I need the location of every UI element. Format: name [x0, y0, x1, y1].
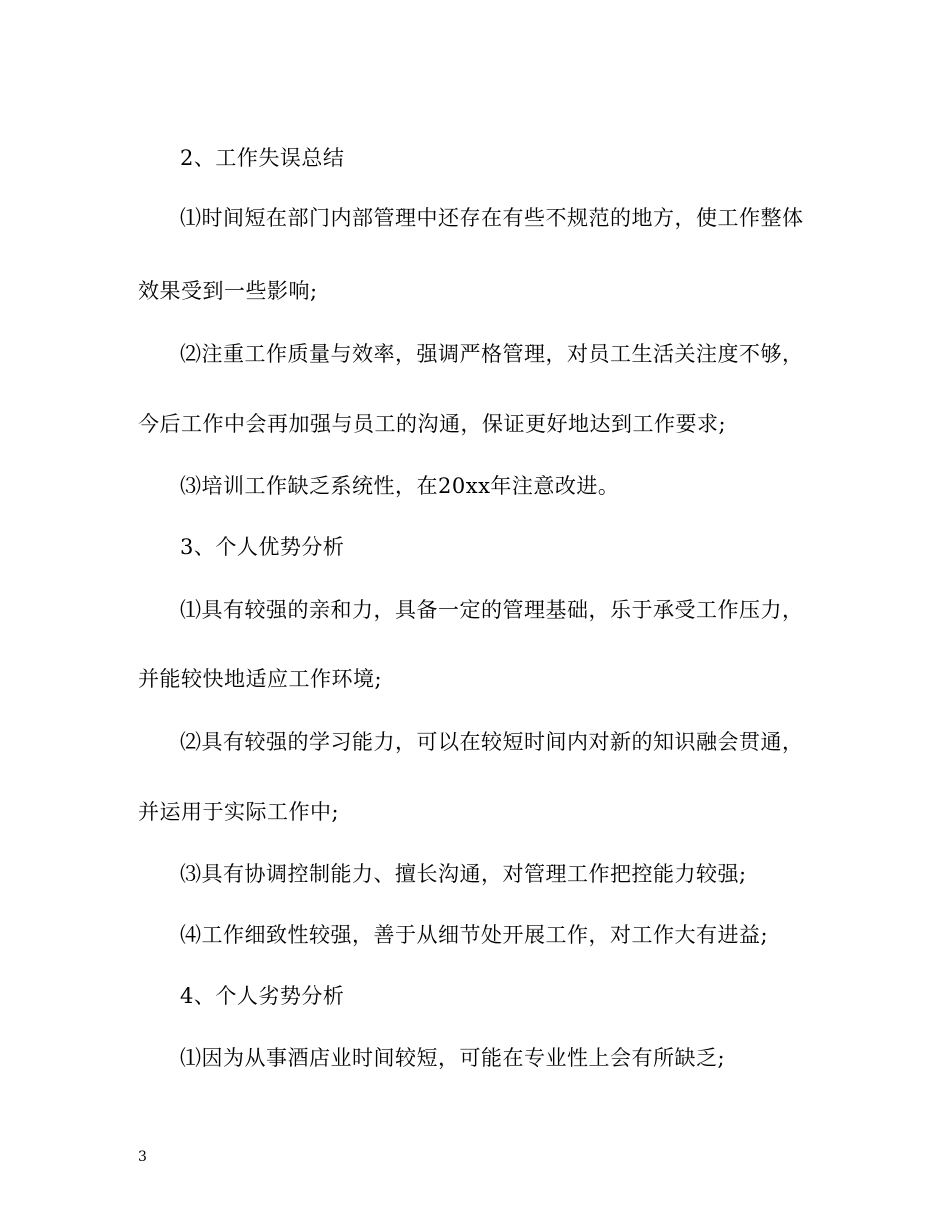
- paragraph-line: ⑶培训工作缺乏系统性，在20xx年注意改进。: [180, 474, 620, 498]
- paragraph-line: ⑷工作细致性较强，善于从细节处开展工作，对工作大有进益;: [180, 923, 769, 947]
- paragraph-line: 今后工作中会再加强与员工的沟通，保证更好地达到工作要求;: [138, 412, 727, 436]
- paragraph-line: ⑴时间短在部门内部管理中还存在有些不规范的地方，使工作整体: [180, 206, 804, 230]
- paragraph-line: ⑵具有较强的学习能力，可以在较短时间内对新的知识融会贯通，: [180, 730, 804, 754]
- section-heading-work-mistakes: 2、工作失误总结: [180, 146, 345, 170]
- paragraph-line: 并运用于实际工作中;: [138, 800, 340, 824]
- paragraph-line: ⑴具有较强的亲和力，具备一定的管理基础，乐于承受工作压力，: [180, 598, 804, 622]
- section-heading-personal-strengths: 3、个人优势分析: [180, 535, 345, 559]
- paragraph-line: 并能较快地适应工作环境;: [138, 667, 383, 691]
- paragraph-line: ⑴因为从事酒店业时间较短，可能在专业性上会有所缺乏;: [180, 1046, 726, 1070]
- section-heading-personal-weaknesses: 4、个人劣势分析: [180, 984, 345, 1008]
- page-number: 3: [138, 1149, 147, 1165]
- paragraph-line: 效果受到一些影响;: [138, 279, 318, 303]
- paragraph-line: ⑵注重工作质量与效率，强调严格管理，对员工生活关注度不够，: [180, 342, 804, 366]
- paragraph-line: ⑶具有协调控制能力、擅长沟通，对管理工作把控能力较强;: [180, 862, 747, 886]
